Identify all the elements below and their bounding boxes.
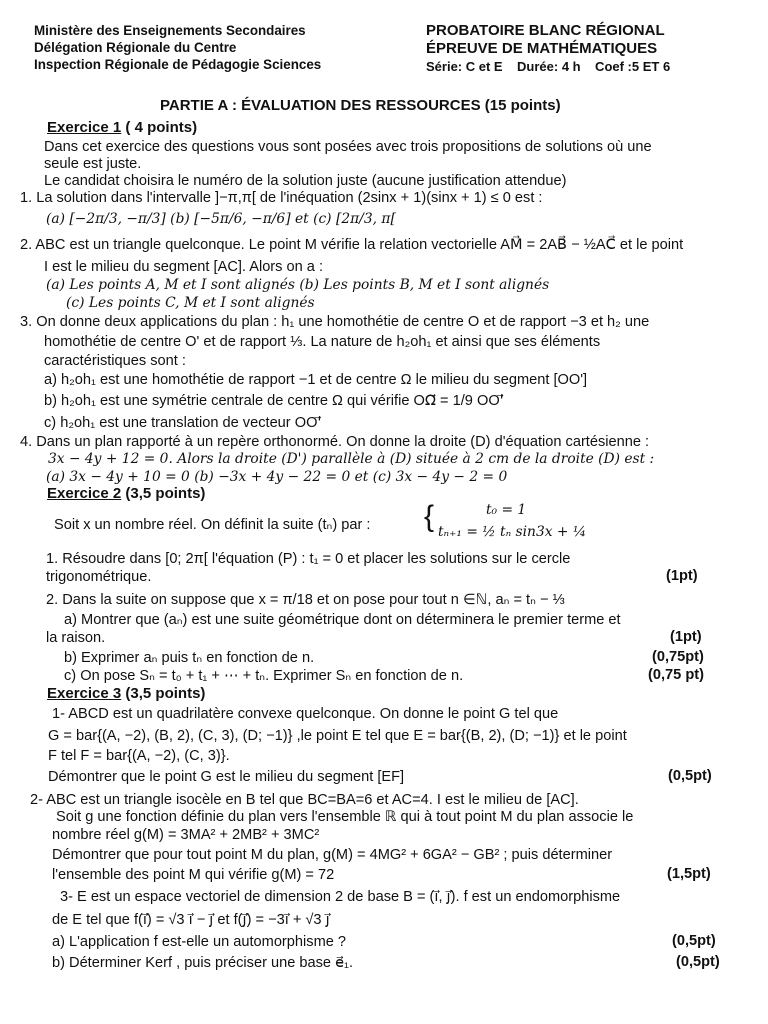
- ex3-question-1-cont2: F tel F = bar{(A, −2), (C, 3)}.: [48, 748, 230, 764]
- ex1-question-2-options-ab: (a) Les points A, M et I sont alignés (b) Les points B, M et I sont alignés: [46, 277, 550, 293]
- ex2-question-2a-cont: la raison.: [46, 630, 106, 646]
- ex3-q2-points: (1,5pt): [667, 866, 711, 882]
- ex1-question-1-options: (a) [−2π/3, −π/3] (b) [−5π/6, −π/6] et (c) [2π/3, π[: [46, 211, 396, 227]
- exercise1-intro-3: Le candidat choisira le numéro de la solution juste (aucune justification attendue): [44, 173, 567, 189]
- exercise3-points: (3,5 points): [121, 685, 206, 702]
- ex2-q2b-points: (0,75pt): [652, 649, 704, 665]
- ex3-question-2: 2- ABC est un triangle isocèle en B tel que BC=BA=6 et AC=4. I est le milieu de [AC].: [30, 792, 579, 808]
- header-ministry: Ministère des Enseignements Secondaires: [34, 23, 306, 38]
- exam-subject: ÉPREUVE DE MATHÉMATIQUES: [426, 40, 658, 57]
- ex2-question-2b: b) Exprimer aₙ puis tₙ en fonction de n.: [64, 650, 315, 666]
- ex3-question-3b: b) Déterminer Kerf , puis préciser une base e⃗₁.: [52, 955, 354, 971]
- ex1-question-3-cont2: caractéristiques sont :: [44, 353, 186, 369]
- ex3-question-3a: a) L'application f est-elle un automorphisme ?: [52, 934, 347, 950]
- exercise1-title: Exercice 1: [47, 119, 122, 136]
- ex2-q2a-points: (1pt): [670, 629, 702, 645]
- exercise1-points: ( 4 points): [121, 119, 198, 136]
- ex1-question-2: 2. ABC est un triangle quelconque. Le point M vérifie la relation vectorielle AM⃗ = 2AB⃗ − ½AC⃗ et le point: [20, 237, 684, 253]
- exercise2-points: (3,5 points): [121, 485, 206, 502]
- part-title: PARTIE A : ÉVALUATION DES RESSOURCES (15 points): [160, 97, 561, 114]
- ex2-question-1-cont: trigonométrique.: [46, 569, 152, 585]
- header-institution: [34, 22, 321, 73]
- ex1-question-2-cont: I est le milieu du segment [AC]. Alors on a :: [44, 259, 324, 275]
- ex2-definition: Soit x un nombre réel. On définit la suite (tₙ) par :: [54, 517, 371, 533]
- ex2-system-brace: {: [424, 500, 435, 533]
- ex2-system-line1: t₀ = 1: [486, 502, 527, 518]
- ex1-question-3-option-b: b) h₂oh₁ est une symétrie centrale de centre Ω qui vérifie OΩ⃗ = 1/9 OO'⃗: [44, 393, 504, 409]
- exercise3-title: Exercice 3: [47, 685, 122, 702]
- ex1-question-4: 4. Dans un plan rapporté à un repère orthonormé. On donne la droite (D) d'équation cartésienne :: [20, 434, 650, 450]
- ex1-question-4-cont: 3x − 4y + 12 = 0. Alors la droite (D') parallèle à (D) située à 2 cm de la droite (D) est :: [48, 451, 655, 467]
- ex3-question-2-cont2: nombre réel g(M) = 3MA² + 2MB² + 3MC²: [52, 827, 320, 843]
- exercise1-intro-1: Dans cet exercice des questions vous sont posées avec trois propositions de solutions où une: [44, 139, 652, 155]
- ex3-question-1: 1- ABCD est un quadrilatère convexe quelconque. On donne le point G tel que: [52, 706, 559, 722]
- ex1-question-1: 1. La solution dans l'intervalle ]−π,π[ de l'inéquation (2sinx + 1)(sinx + 1) ≤ 0 est :: [20, 190, 543, 206]
- exam-name: PROBATOIRE BLANC RÉGIONAL: [426, 22, 665, 39]
- ex3-q3a-points: (0,5pt): [672, 933, 716, 949]
- ex2-q1-points: (1pt): [666, 568, 698, 584]
- ex1-question-3-option-c: c) h₂oh₁ est une translation de vecteur OO'⃗: [44, 415, 322, 431]
- ex1-question-3-cont: homothétie de centre O' et de rapport ⅓. La nature de h₂oh₁ et ainsi que ses éléments: [44, 334, 601, 350]
- exam-details: Série: C et E Durée: 4 h Coef :5 ET 6: [426, 59, 671, 74]
- exercise2-heading: [47, 485, 205, 503]
- exercise1-heading: [47, 119, 197, 137]
- header-delegation: Délégation Régionale du Centre: [34, 40, 237, 55]
- ex1-question-2-option-c: (c) Les points C, M et I sont alignés: [66, 295, 315, 311]
- ex3-question-1-cont3: Démontrer que le point G est le milieu du segment [EF]: [48, 769, 405, 785]
- header-exam-info: [426, 22, 670, 76]
- exercise2-title: Exercice 2: [47, 485, 122, 502]
- header-inspection: Inspection Régionale de Pédagogie Sciences: [34, 57, 322, 72]
- ex3-q3b-points: (0,5pt): [676, 954, 720, 970]
- ex3-question-1-cont: G = bar{(A, −2), (B, 2), (C, 3), (D; −1)} ,le point E tel que E = bar{(B, 2), (D; −1)} et le point: [48, 728, 627, 744]
- ex3-q1-points: (0,5pt): [668, 768, 712, 784]
- ex1-question-4-options: (a) 3x − 4y + 10 = 0 (b) −3x + 4y − 22 = 0 et (c) 3x − 4y − 2 = 0: [46, 469, 508, 485]
- ex2-question-2c: c) On pose Sₙ = t₀ + t₁ + ⋯ + tₙ. Exprimer Sₙ en fonction de n.: [64, 668, 464, 684]
- ex2-question-2: 2. Dans la suite on suppose que x = π/18 et on pose pour tout n ∈ℕ, aₙ = tₙ − ⅓: [46, 592, 565, 608]
- exercise1-intro-2: seule est juste.: [44, 156, 142, 172]
- ex3-question-3: 3- E est un espace vectoriel de dimension 2 de base B = (i⃗, j⃗). f est un endomorphisme: [60, 889, 621, 905]
- ex2-system-line2: tₙ₊₁ = ½ tₙ sin3x + ¼: [438, 524, 587, 540]
- ex3-question-2-cont: Soit g une fonction définie du plan vers l'ensemble ℝ qui à tout point M du plan associe le: [56, 809, 634, 825]
- exercise3-heading: [47, 685, 205, 703]
- ex1-question-3-option-a: a) h₂oh₁ est une homothétie de rapport −1 et de centre Ω le milieu du segment [OO']: [44, 372, 588, 388]
- ex3-question-2-cont4: l'ensemble des point M qui vérifie g(M) = 72: [52, 867, 335, 883]
- ex3-question-3-cont: de E tel que f(i⃗) = √3 i⃗ − j⃗ et f(j⃗) = −3i⃗ + √3 j⃗: [52, 912, 330, 928]
- ex2-q2c-points: (0,75 pt): [648, 667, 704, 683]
- ex1-question-3: 3. On donne deux applications du plan : h₁ une homothétie de centre O et de rapport −3 et h₂ une: [20, 314, 650, 330]
- ex2-question-2a: a) Montrer que (aₙ) est une suite géométrique dont on déterminera le premier terme et: [64, 612, 621, 628]
- ex2-question-1: 1. Résoudre dans [0; 2π[ l'équation (P) : t₁ = 0 et placer les solutions sur le cercle: [46, 551, 571, 567]
- ex3-question-2-cont3: Démontrer que pour tout point M du plan, g(M) = 4MG² + 6GA² − GB² ; puis déterminer: [52, 847, 613, 863]
